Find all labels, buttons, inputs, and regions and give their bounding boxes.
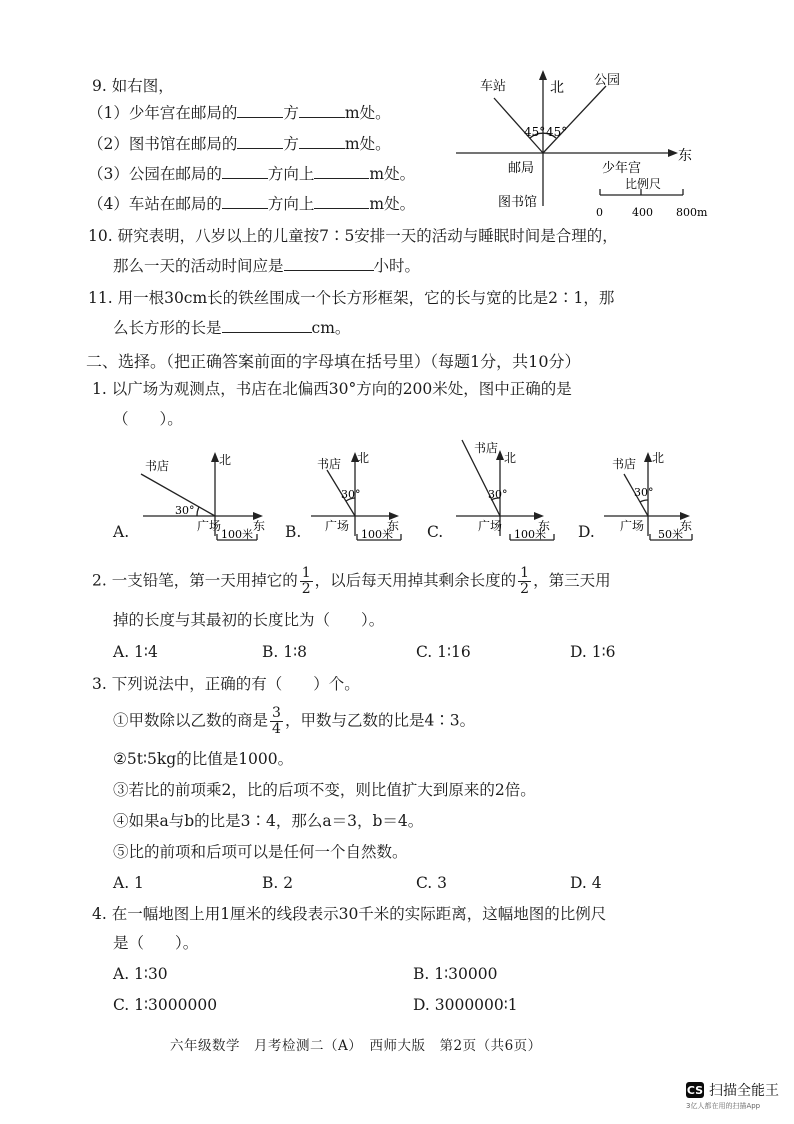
c3-line-1: 3. 下列说法中，正确的有（ ）个。 — [92, 675, 360, 693]
c2-option-b: B. 1∶8 — [262, 643, 308, 661]
svg-text:北: 北 — [504, 451, 517, 465]
label-north: 北 — [550, 80, 564, 96]
q10-line-2: 那么一天的活动时间应是 小时。 — [113, 257, 421, 275]
label-angle-left: 45° — [524, 125, 546, 139]
scanner-app-name: 扫描全能王 — [709, 1083, 779, 1099]
q11-line-2: 么长方形的长是 cm。 — [113, 319, 351, 337]
svg-text:北: 北 — [357, 451, 370, 465]
c1-option-c-label: C. — [427, 523, 444, 541]
svg-text:100米: 100米 — [514, 528, 546, 541]
c2-option-d: D. 1∶6 — [570, 643, 616, 661]
page-footer: 六年级数学 月考检测二（A） 西师大版 第2页（共6页） — [170, 1038, 542, 1054]
svg-text:30°: 30° — [488, 488, 508, 501]
east-arrow-icon — [668, 149, 678, 157]
svg-text:书店: 书店 — [612, 457, 637, 471]
svg-text:书店: 书店 — [317, 457, 342, 471]
c3-option-a: A. 1 — [113, 874, 144, 892]
c3-statement-4: ④如果a与b的比是3∶4，那么a＝3，b＝4。 — [113, 812, 424, 830]
scale-tick-800: 800m — [676, 206, 708, 219]
park-ray — [543, 86, 606, 153]
c1-line-2: （ ）。 — [113, 410, 183, 428]
c3-option-d: D. 4 — [570, 874, 602, 892]
scanner-tagline: 3亿人都在用的扫描App — [686, 1102, 761, 1110]
scale-tick-400: 400 — [632, 206, 653, 219]
label-library: 图书馆 — [498, 195, 538, 210]
scanner-watermark — [686, 1080, 779, 1100]
q9-line-2: （2）图书馆在邮局的 方 m处。 — [88, 135, 391, 153]
c2-option-a: A. 1∶4 — [113, 643, 158, 661]
svg-text:30°: 30° — [175, 504, 195, 517]
c3-option-b: B. 2 — [262, 874, 294, 892]
svg-text:东: 东 — [680, 519, 693, 533]
svg-text:北: 北 — [652, 451, 665, 465]
svg-text:30°: 30° — [634, 486, 654, 499]
north-arrow-icon — [539, 70, 547, 80]
c1-diagram-a — [135, 448, 275, 548]
q9-line-3: （3）公园在邮局的 方向上 m处。 — [88, 165, 416, 183]
c3-statement-3: ③若比的前项乘2，比的后项不变，则比值扩大到原来的2倍。 — [113, 781, 536, 799]
label-park: 公园 — [594, 73, 621, 88]
svg-text:东: 东 — [387, 519, 400, 533]
c3-option-c: C. 3 — [416, 874, 448, 892]
c3-statement-2: ②5t∶5kg的比值是1000。 — [113, 750, 294, 768]
north-arrow-icon — [211, 452, 219, 462]
q11-line-1: 11. 用一根30cm长的铁丝围成一个长方形框架，它的长与宽的比是2∶1，那 — [88, 289, 615, 307]
label-east: 东 — [678, 148, 692, 164]
c2-line-2: 掉的长度与其最初的长度比为（ ）。 — [113, 611, 385, 629]
svg-text:50米: 50米 — [658, 528, 683, 541]
svg-text:北: 北 — [219, 453, 232, 467]
svg-text:广场: 广场 — [197, 519, 222, 533]
c3-statement-5: ⑤比的前项和后项可以是任何一个自然数。 — [113, 843, 408, 861]
q9-title: 9. 如右图， — [92, 77, 174, 95]
svg-text:书店: 书店 — [474, 441, 499, 455]
svg-text:东: 东 — [538, 519, 551, 533]
q9-map-diagram — [450, 68, 715, 220]
svg-text:100米: 100米 — [221, 528, 253, 541]
q9-line-1: （1）少年宫在邮局的 方 m处。 — [88, 104, 391, 122]
c2-option-c: C. 1∶16 — [416, 643, 471, 661]
c1-diagram-c — [450, 436, 560, 548]
c4-option-a: A. 1∶30 — [113, 965, 168, 983]
north-arrow-icon — [644, 452, 652, 462]
c4-option-b: B. 1∶30000 — [413, 965, 498, 983]
c1-line-1: 1. 以广场为观测点，书店在北偏西30°方向的200米处，图中正确的是 — [92, 380, 572, 398]
c4-option-c: C. 1∶3000000 — [113, 996, 218, 1014]
q10-line-1: 10. 研究表明，八岁以上的儿童按7∶5安排一天的活动与睡眠时间是合理的， — [88, 227, 618, 245]
c3-statement-1: ①甲数除以乙数的商是 $\frac{3}{4}$ ，甲数与乙数的比是4∶3。 — [113, 705, 476, 737]
svg-text:东: 东 — [253, 519, 266, 533]
scale-tick-0: 0 — [596, 206, 603, 219]
c1-diagram-b — [305, 448, 415, 548]
c1-option-b-label: B. — [285, 523, 302, 541]
label-scale: 比例尺 — [625, 177, 662, 191]
svg-text:100米: 100米 — [361, 528, 393, 541]
svg-text:广场: 广场 — [325, 519, 350, 533]
c4-line-1: 4. 在一幅地图上用1厘米的线段表示30千米的实际距离，这幅地图的比例尺 — [92, 905, 607, 923]
camscanner-logo-icon: CS — [686, 1083, 704, 1097]
label-angle-right: 45° — [546, 125, 568, 139]
svg-text:30°: 30° — [341, 488, 361, 501]
c1-option-a-label: A. — [113, 523, 130, 541]
label-station: 车站 — [480, 79, 507, 94]
q9-line-4: （4）车站在邮局的 方向上 m处。 — [88, 195, 416, 213]
c1-option-d-label: D. — [578, 523, 595, 541]
svg-text:广场: 广场 — [478, 519, 503, 533]
c2-line-1: 2. 一支铅笔，第一天用掉它的 $\frac{1}{2}$ ，以后每天用掉其剩余长度的 $\frac{1}{2}$ ，第三天用 — [92, 565, 611, 597]
section-2-title: 二、选择。（把正确答案前面的字母填在括号里）（每题1分，共10分） — [86, 352, 581, 371]
c4-option-d: D. 3000000∶1 — [413, 996, 518, 1014]
label-youth: 少年宫 — [602, 161, 642, 176]
svg-text:书店: 书店 — [145, 459, 170, 473]
label-post: 邮局 — [508, 161, 535, 176]
c1-diagram-d — [600, 448, 710, 548]
c4-line-2: 是（ ）。 — [113, 934, 199, 952]
svg-text:广场: 广场 — [620, 519, 645, 533]
